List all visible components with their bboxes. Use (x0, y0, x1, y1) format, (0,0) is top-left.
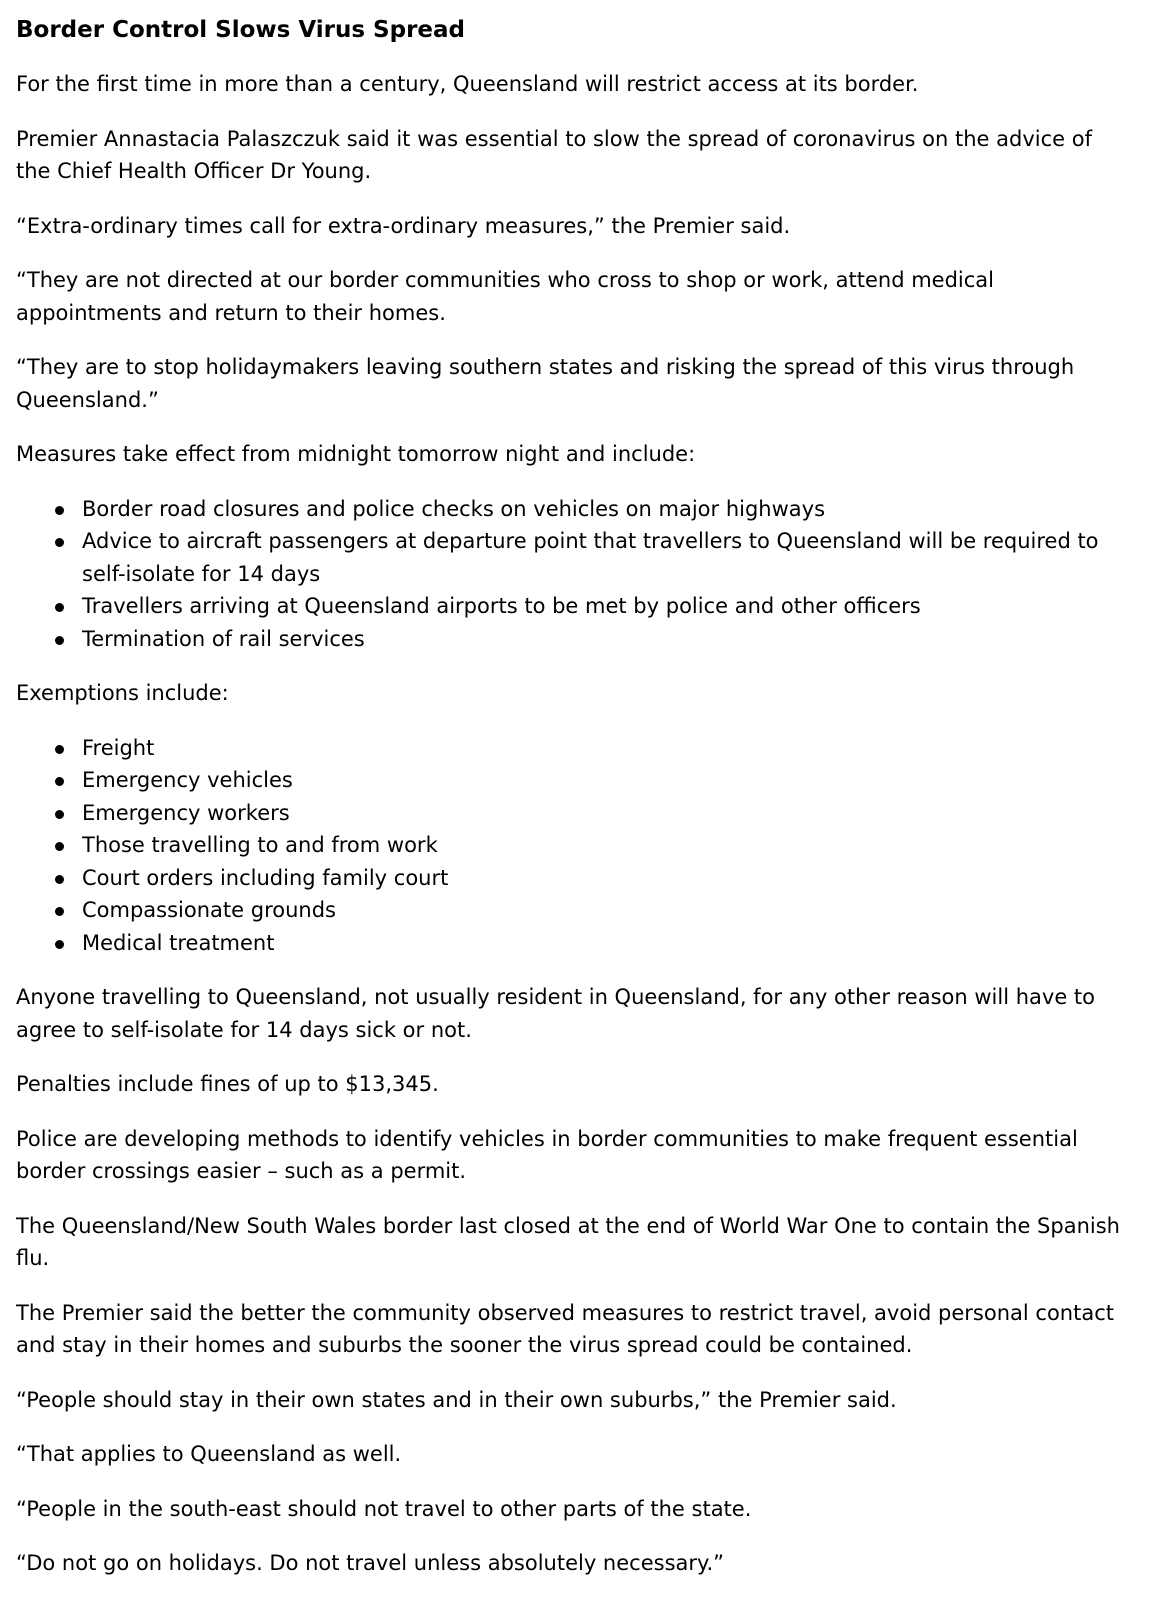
bullet-icon (55, 777, 64, 786)
paragraph-community: The Premier said the better the community observed measures to restrict travel, avoid personal contact and stay in their homes and suburbs the sooner the virus spread could be contained. (16, 1300, 1114, 1357)
bullet-icon (55, 940, 64, 949)
paragraph-quote-holidays: “Do not go on holidays. Do not travel unless absolutely necessary.” (16, 1551, 725, 1575)
list-item (82, 927, 1130, 960)
paragraph-quote-stay: “People should stay in their own states and in their own suburbs,” the Premier said. (16, 1387, 897, 1412)
paragraph-premier-statement: Premier Annastacia Palaszczuk said it was essential to slow the spread of coronavirus on the advice of the Chief Health Officer Dr Young. (16, 126, 1092, 183)
list-item (82, 525, 1130, 590)
paragraph-quote-south-east: “People in the south-east should not travel to other parts of the state. (16, 1496, 752, 1521)
paragraph-history: The Queensland/New South Wales border last closed at the end of World War One to contain the Spanish flu. (16, 1213, 1120, 1270)
bullet-icon (55, 745, 64, 754)
list-item (82, 862, 1130, 895)
list-item (82, 797, 1130, 830)
paragraph-quote-queensland: “That applies to Queensland as well. (16, 1442, 402, 1466)
list-item (82, 590, 1130, 623)
list-item (82, 829, 1130, 862)
paragraph-self-isolate: Anyone travelling to Queensland, not usually resident in Queensland, for any other reason will have to agree to self-isolate for 14 days sick or not. (16, 985, 1096, 1042)
list-item-text: Emergency vehicles (82, 768, 293, 792)
bullet-icon (55, 603, 64, 612)
bullet-icon (55, 907, 64, 916)
list-item-text: Travellers arriving at Queensland airports to be met by police and other officers (82, 594, 921, 618)
list-item-text: Medical treatment (82, 930, 275, 955)
bullet-icon (55, 810, 64, 819)
paragraph-police-permit: Police are developing methods to identify vehicles in border communities to make frequent essential border crossings easier – such as a permit. (16, 1126, 1078, 1183)
bullet-icon (55, 842, 64, 851)
list-item (82, 493, 1130, 526)
paragraph-intro: For the first time in more than a century, Queensland will restrict access at its border. (16, 72, 919, 96)
list-item (82, 623, 1130, 656)
measures-list (16, 493, 1130, 656)
article-title: Border Control Slows Virus Spread (16, 17, 466, 43)
bullet-icon (55, 538, 64, 547)
list-item-text: Freight (82, 735, 155, 760)
list-item-text: Emergency workers (82, 800, 290, 825)
list-item-text: Termination of rail services (82, 626, 365, 651)
paragraph-quote-measures: “Extra-ordinary times call for extra-ordinary measures,” the Premier said. (16, 213, 791, 238)
paragraph-penalties: Penalties include fines of up to $13,345. (16, 1072, 439, 1096)
paragraph-measures-intro: Measures take effect from midnight tomorrow night and include: (16, 442, 696, 466)
bullet-icon (55, 875, 64, 884)
list-item (82, 764, 1130, 797)
bullet-icon (55, 506, 64, 515)
paragraph-quote-holidaymakers: “They are to stop holidaymakers leaving southern states and risking the spread of this virus through Queensland.” (16, 355, 1075, 412)
list-item (82, 732, 1130, 765)
exemptions-list (16, 732, 1130, 960)
list-item-text: Border road closures and police checks on vehicles on major highways (82, 496, 826, 521)
list-item-text: Those travelling to and from work (82, 833, 438, 857)
list-item-text: Compassionate grounds (82, 898, 336, 922)
list-item-text: Court orders including family court (82, 865, 449, 890)
paragraph-quote-communities: “They are not directed at our border communities who cross to shop or work, attend medical appointments and return to their homes. (16, 268, 994, 325)
list-item-text: Advice to aircraft passengers at departure point that travellers to Queensland will be required to self-isolate for 14 days (82, 529, 1099, 586)
paragraph-exemptions-intro: Exemptions include: (16, 681, 229, 705)
bullet-icon (55, 636, 64, 645)
list-item (82, 894, 1130, 927)
